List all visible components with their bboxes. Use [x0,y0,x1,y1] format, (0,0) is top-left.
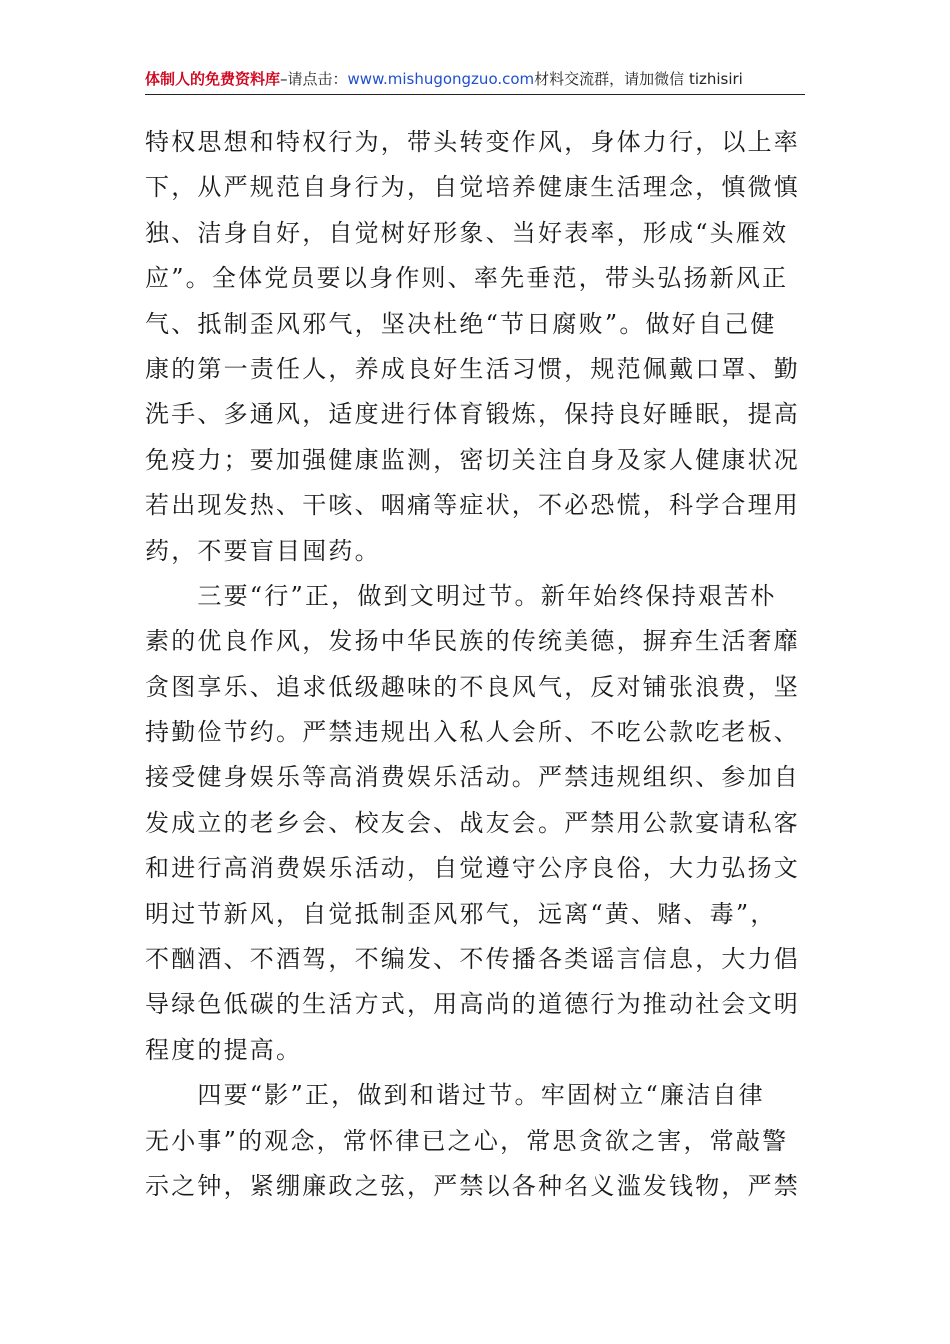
text-line: 药，不要盲目囤药。 [145,536,381,565]
text-line: 免疫力；要加强健康监测，密切关注自身及家人健康状况 [145,445,800,474]
text-line: 导绿色低碳的生活方式，用高尚的道德行为推动社会文明 [145,990,800,1019]
header-prompt: –请点击： [280,70,348,88]
text-line: 洗手、多通风，适度进行体育锻炼，保持良好睡眠，提高 [145,400,800,429]
header-link[interactable]: www.mishugongzuo.com [347,70,535,88]
page-header [145,66,805,95]
text-line: 明过节新风，自觉抵制歪风邪气，远离“黄、赌、毒”， [145,899,777,928]
paragraph-start-line: 四要“影”正，做到和谐过节。牢固树立“廉洁自律 [145,1081,765,1110]
text-line: 康的第一责任人，养成良好生活习惯，规范佩戴口罩、勤 [145,354,800,383]
text-line: 持勤俭节约。严禁违规出入私人会所、不吃公款吃老板、 [145,718,800,747]
header-contact: 材料交流群，请加微信 tizhisiri [534,70,743,88]
document-body [145,120,805,1209]
text-line: 素的优良作风，发扬中华民族的传统美德，摒弃生活奢靡 [145,627,800,656]
header-brand: 体制人的免费资料库 [145,70,281,88]
text-line: 接受健身娱乐等高消费娱乐活动。严禁违规组织、参加自 [145,763,800,792]
text-line: 不酗酒、不酒驾，不编发、不传播各类谣言信息，大力倡 [145,945,800,974]
paragraph-start-line: 三要“行”正，做到文明过节。新年始终保持艰苦朴 [145,581,777,610]
text-line: 程度的提高。 [145,1035,303,1064]
text-line: 特权思想和特权行为，带头转变作风，身体力行，以上率 [145,128,800,156]
text-line: 发成立的老乡会、校友会、战友会。严禁用公款宴请私客 [145,808,800,837]
text-line: 气、抵制歪风邪气，坚决杜绝“节日腐败”。做好自己健 [145,309,777,338]
text-line: 贪图享乐、追求低级趣味的不良风气，反对铺张浪费，坚 [145,672,800,701]
text-line: 无小事”的观念，常怀律已之心，常思贪欲之害，常敲警 [145,1126,789,1155]
text-line: 独、洁身自好，自觉树好形象、当好表率，形成“头雁效 [145,218,789,247]
text-line: 下，从严规范自身行为，自觉培养健康生活理念，慎微慎 [145,173,800,202]
text-line: 若出现发热、干咳、咽痛等症状，不必恐慌，科学合理用 [145,491,800,520]
text-line: 应”。全体党员要以身作则、率先垂范，带头弘扬新风正 [145,264,789,293]
text-line: 和进行高消费娱乐活动，自觉遵守公序良俗，大力弘扬文 [145,854,800,883]
text-line: 示之钟，紧绷廉政之弦，严禁以各种名义滥发钱物，严禁 [145,1171,800,1200]
